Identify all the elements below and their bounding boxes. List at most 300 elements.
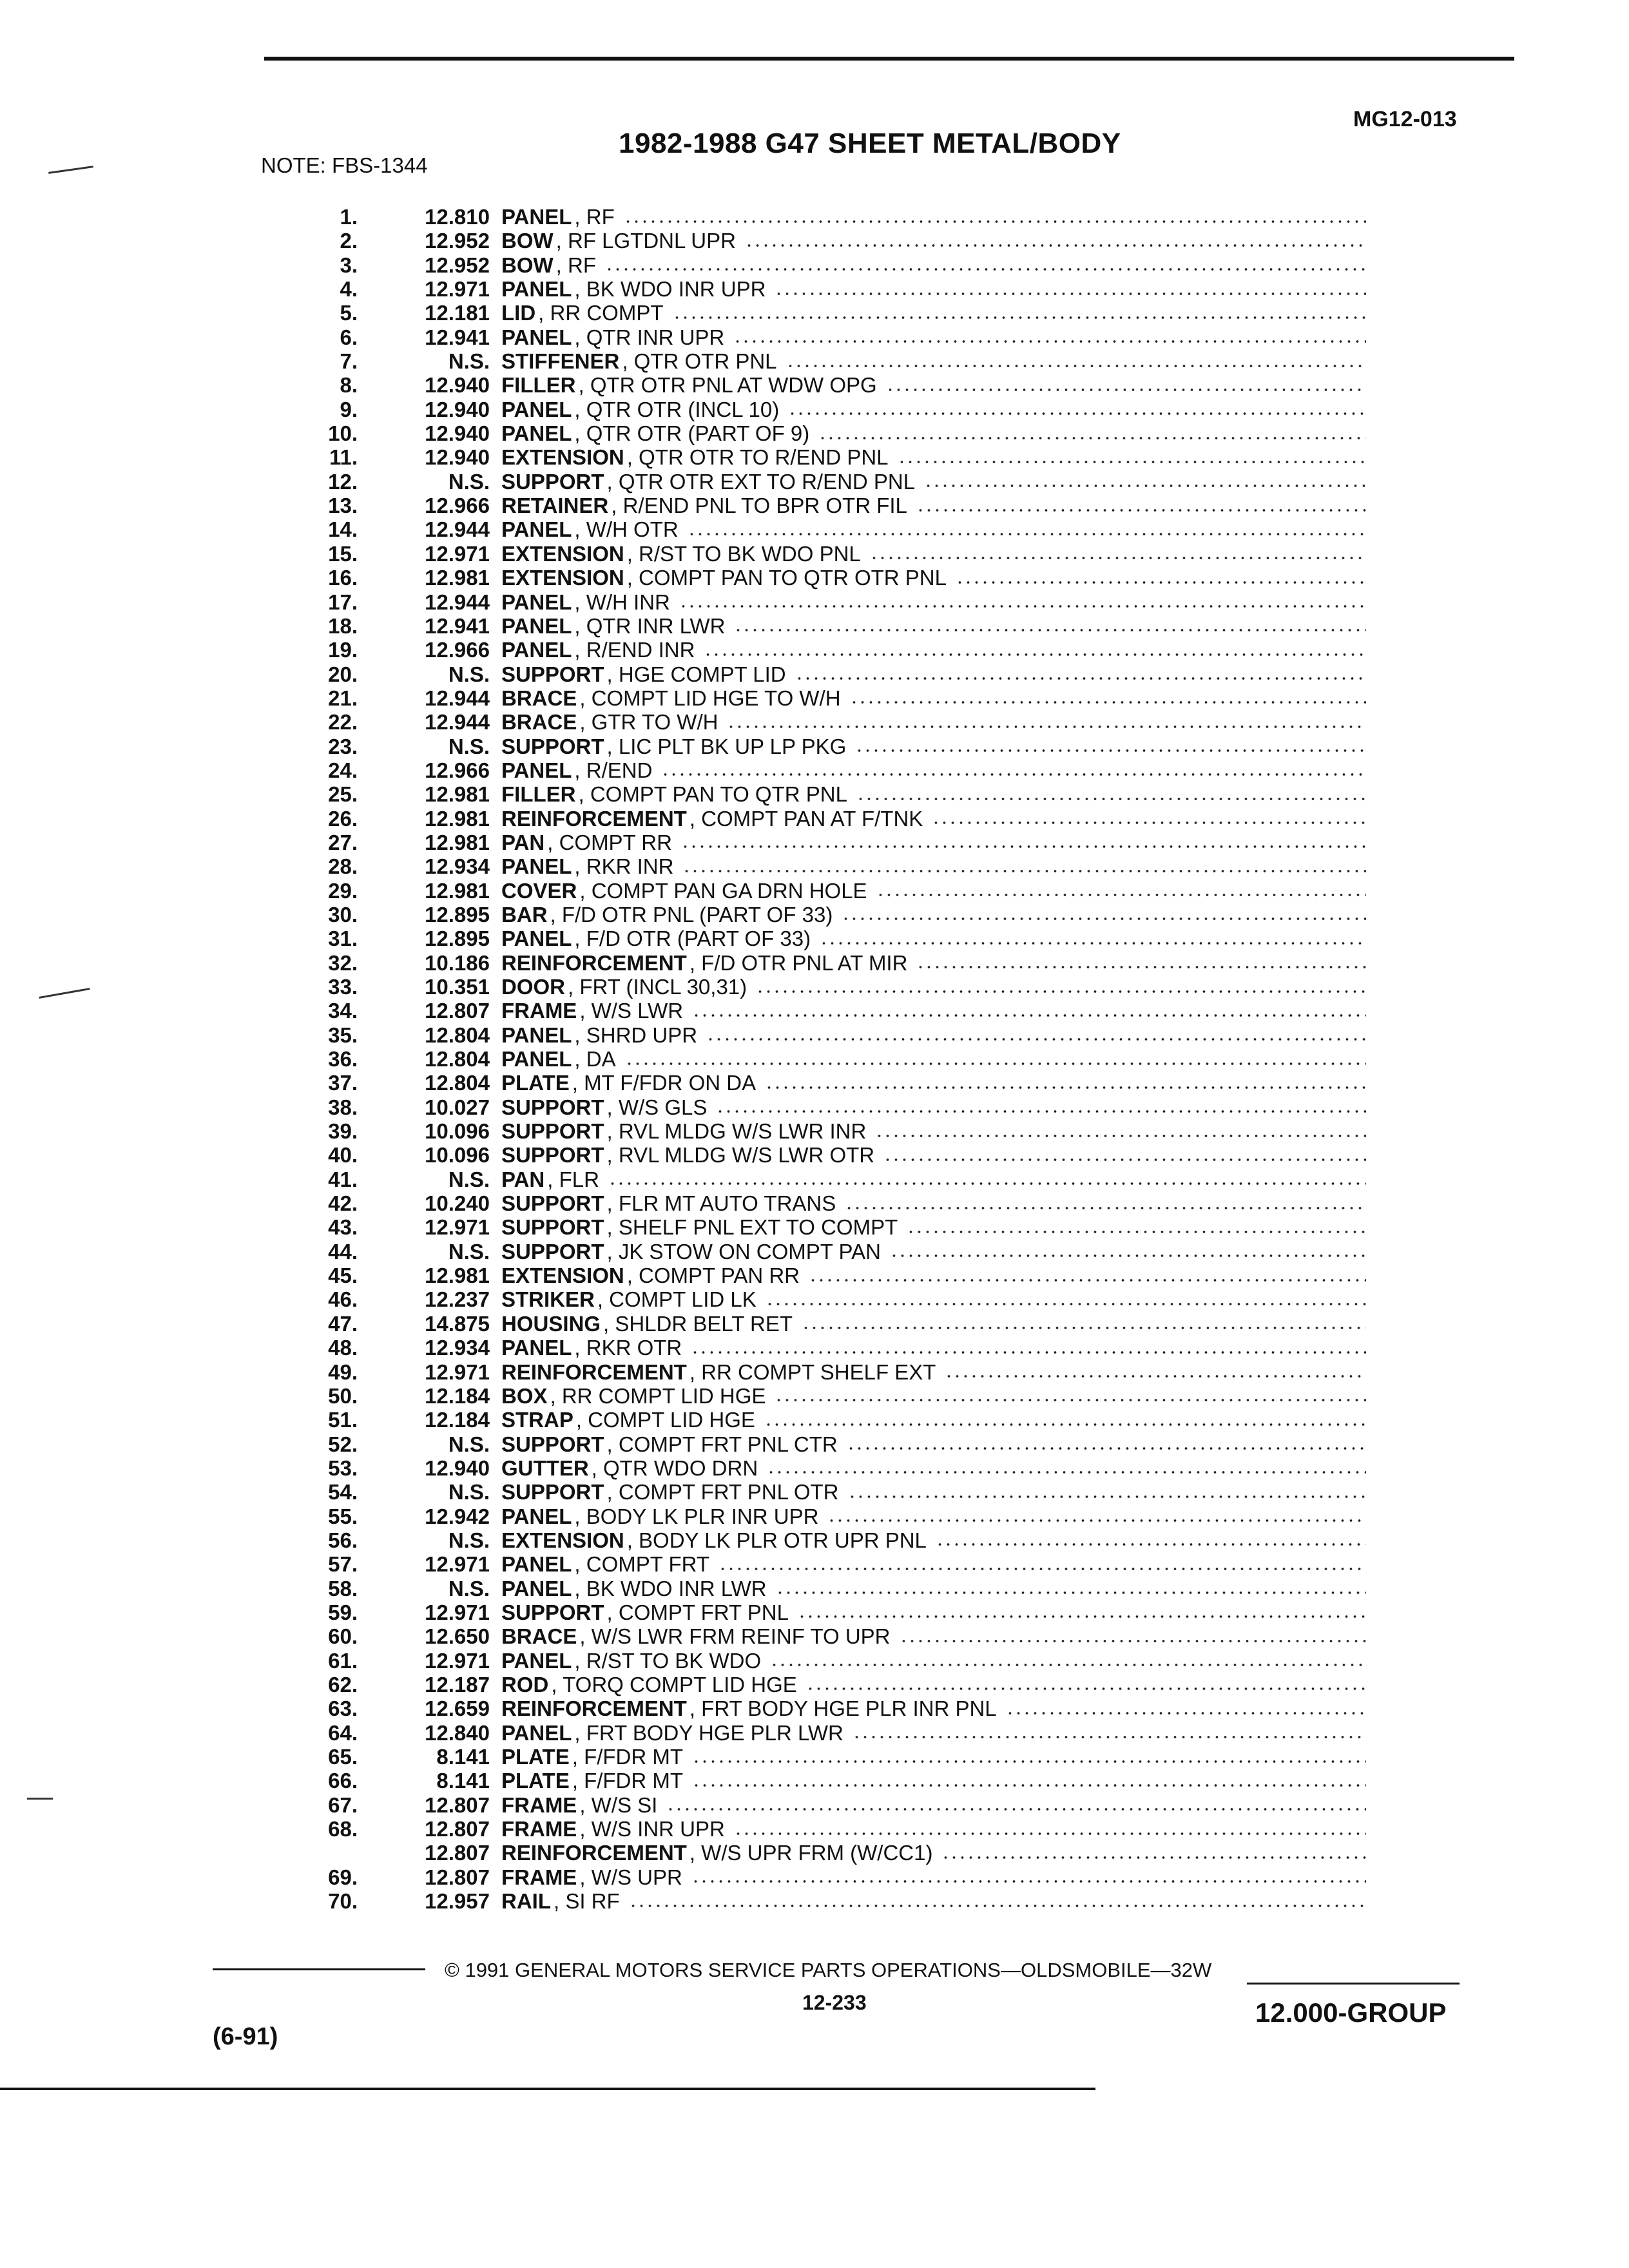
part-name: PLATE: [501, 1769, 570, 1793]
part-detail: , W/S UPR: [579, 1865, 682, 1889]
part-detail: , QTR OTR PNL: [622, 349, 777, 374]
part-description: [501, 1168, 1366, 1191]
part-row: [258, 638, 1366, 662]
part-row: [258, 349, 1366, 373]
dot-leader: [661, 773, 1366, 776]
part-detail: , SI RF: [554, 1889, 620, 1914]
part-detail: , SHRD UPR: [574, 1023, 698, 1047]
part-description: [501, 1240, 1366, 1264]
copyright-text: © 1991 GENERAL MOTORS SERVICE PARTS OPERATIONS—OLDSMOBILE—32W: [445, 1959, 1212, 1981]
part-code: 12.804: [425, 1071, 490, 1095]
part-description: [501, 903, 1366, 927]
dot-leader: [845, 1206, 1366, 1210]
part-name: PANEL: [501, 1576, 572, 1600]
part-name: SUPPORT: [501, 1119, 604, 1144]
part-code: 12.981: [425, 782, 490, 807]
part-detail: , W/H OTR: [574, 517, 679, 542]
part-number: 64.: [328, 1720, 358, 1745]
part-description: [501, 1528, 1366, 1552]
part-code: 12.981: [425, 830, 490, 854]
part-description: [501, 1215, 1366, 1239]
part-number: 65.: [328, 1745, 358, 1769]
part-name: REINFORCEMENT: [501, 1841, 687, 1865]
part-code: 12.237: [425, 1287, 490, 1312]
part-name: PANEL: [501, 613, 572, 638]
part-number: 42.: [328, 1191, 358, 1216]
part-code: 12.971: [425, 1600, 490, 1624]
dot-leader: [692, 1014, 1366, 1017]
part-number: 32.: [328, 950, 358, 975]
part-row: [258, 1071, 1366, 1095]
dot-leader: [900, 1639, 1366, 1643]
part-description: [501, 1384, 1366, 1408]
part-code: 12.966: [425, 638, 490, 662]
part-description: [501, 1649, 1366, 1673]
dot-leader: [734, 1832, 1366, 1836]
part-number: 55.: [328, 1504, 358, 1528]
part-code: 12.184: [425, 1383, 490, 1408]
part-number: 59.: [328, 1600, 358, 1624]
part-number: 7.: [340, 349, 358, 374]
dot-leader: [916, 508, 1366, 512]
part-detail: , GTR TO W/H: [579, 710, 718, 735]
part-name: PANEL: [501, 205, 572, 229]
part-name: PANEL: [501, 277, 572, 302]
part-detail: , RF: [555, 253, 596, 277]
part-description: [501, 710, 1366, 734]
part-number: 15.: [328, 541, 358, 566]
part-description: [501, 951, 1366, 975]
footer-rule-right: [1247, 1983, 1460, 1984]
part-name: SUPPORT: [501, 662, 604, 686]
dot-leader: [924, 484, 1366, 488]
part-row: [258, 1865, 1366, 1889]
part-description: [501, 1191, 1366, 1215]
part-number: 1.: [340, 205, 358, 229]
part-code: 12.181: [425, 301, 490, 325]
dot-leader: [916, 965, 1366, 969]
part-number: 70.: [328, 1889, 358, 1914]
part-detail: , RF: [574, 205, 615, 229]
part-detail: , R/ST TO BK WDO PNL: [626, 541, 861, 566]
part-code: 12.952: [425, 229, 490, 253]
dot-leader: [767, 1470, 1366, 1474]
part-detail: , COMPT PAN AT F/TNK: [689, 806, 923, 831]
part-name: STRIKER: [501, 1287, 595, 1312]
part-name: PAN: [501, 1167, 545, 1191]
part-row: [258, 854, 1366, 878]
part-detail: , COMPT RR: [547, 830, 672, 854]
part-description: [501, 470, 1366, 494]
part-row: [258, 1336, 1366, 1360]
part-description: [501, 758, 1366, 782]
part-number: 54.: [328, 1480, 358, 1504]
part-detail: , BODY LK PLR OTR UPR PNL: [626, 1528, 927, 1552]
part-name: SUPPORT: [501, 1191, 604, 1216]
part-detail: , W/S SI: [579, 1792, 658, 1817]
part-row: [258, 277, 1366, 301]
part-detail: , W/S UPR FRM (W/CC1): [689, 1841, 933, 1865]
dot-leader: [848, 1495, 1366, 1499]
part-detail: , R/END PNL TO BPR OTR FIL: [611, 494, 907, 518]
part-description: [501, 1696, 1366, 1720]
dot-leader: [718, 1567, 1366, 1571]
dot-leader: [629, 1904, 1366, 1908]
part-number: 56.: [328, 1528, 358, 1552]
part-number: 41.: [328, 1167, 358, 1191]
part-code: 12.934: [425, 854, 490, 879]
part-detail: , F/D OTR PNL AT MIR: [689, 950, 908, 975]
part-description: [501, 1745, 1366, 1769]
part-name: PANEL: [501, 1552, 572, 1577]
dot-leader: [806, 1687, 1366, 1691]
part-number: 34.: [328, 999, 358, 1023]
part-row: [258, 686, 1366, 710]
dot-leader: [770, 1663, 1366, 1667]
part-number: 6.: [340, 325, 358, 349]
part-description: [501, 398, 1366, 421]
dot-leader: [786, 364, 1366, 368]
part-detail: , W/S INR UPR: [579, 1817, 725, 1841]
part-number: 8.: [340, 373, 358, 398]
part-detail: , W/S GLS: [606, 1095, 708, 1119]
part-code: 12.807: [425, 1841, 490, 1865]
part-code: 12.941: [425, 325, 490, 349]
part-detail: , FRT (INCL 30,31): [568, 975, 747, 999]
dot-leader: [756, 990, 1366, 994]
part-description: [501, 1095, 1366, 1119]
part-detail: , BK WDO INR LWR: [574, 1576, 767, 1600]
part-code: 12.807: [425, 999, 490, 1023]
part-code: 10.027: [425, 1095, 490, 1119]
part-description: [501, 1408, 1366, 1432]
part-code: 10.096: [425, 1119, 490, 1144]
part-row: [258, 398, 1366, 421]
part-code: 12.940: [425, 1456, 490, 1480]
part-name: SUPPORT: [501, 1600, 604, 1624]
part-name: PANEL: [501, 1047, 572, 1072]
part-row: [258, 1023, 1366, 1047]
part-name: SUPPORT: [501, 1143, 604, 1168]
dot-leader: [682, 869, 1366, 873]
part-description: [501, 1817, 1366, 1841]
part-detail: , RR COMPT SHELF EXT: [689, 1360, 936, 1384]
part-description: [501, 1769, 1366, 1792]
part-number: 17.: [328, 590, 358, 614]
dot-leader: [842, 917, 1366, 921]
part-name: FILLER: [501, 373, 576, 398]
part-row: [258, 1119, 1366, 1143]
part-detail: , QTR OTR EXT TO R/END PNL: [606, 469, 916, 494]
part-number: 39.: [328, 1119, 358, 1144]
part-name: REINFORCEMENT: [501, 1360, 687, 1384]
part-detail: , R/END: [574, 758, 653, 782]
part-description: [501, 1264, 1366, 1287]
part-description: [501, 1119, 1366, 1143]
part-name: EXTENSION: [501, 566, 624, 590]
part-detail: , QTR INR LWR: [574, 613, 726, 638]
part-name: SUPPORT: [501, 1239, 604, 1264]
dot-leader: [853, 1735, 1366, 1739]
part-row: [258, 1889, 1366, 1913]
part-name: PANEL: [501, 590, 572, 614]
note-text: NOTE: FBS-1344: [261, 153, 428, 177]
part-code: 10.240: [425, 1191, 490, 1216]
part-code: 12.966: [425, 494, 490, 518]
part-number: 20.: [328, 662, 358, 686]
part-description: [501, 566, 1366, 590]
part-detail: , RVL MLDG W/S LWR INR: [606, 1119, 867, 1144]
part-code: 12.944: [425, 710, 490, 735]
part-row: [258, 1456, 1366, 1480]
part-detail: , QTR OTR (INCL 10): [574, 397, 780, 421]
part-row: [258, 566, 1366, 590]
part-row: [258, 1624, 1366, 1648]
dot-leader: [608, 1182, 1366, 1186]
part-code: N.S.: [448, 1576, 490, 1600]
part-number: 57.: [328, 1552, 358, 1577]
part-name: REINFORCEMENT: [501, 1696, 687, 1721]
part-name: PANEL: [501, 638, 572, 662]
dot-leader: [764, 1423, 1366, 1427]
dot-leader: [681, 845, 1366, 849]
margin-mark: [39, 988, 90, 999]
part-number: 60.: [328, 1624, 358, 1649]
dot-leader: [673, 316, 1367, 320]
dot-leader: [688, 532, 1366, 536]
part-detail: , TORQ COMPT LID HGE: [551, 1672, 797, 1696]
part-number: 24.: [328, 758, 358, 782]
part-description: [501, 807, 1366, 831]
part-name: REINFORCEMENT: [501, 806, 687, 831]
part-row: [258, 1817, 1366, 1841]
part-number: 51.: [328, 1408, 358, 1432]
page-number: 12-233: [802, 1991, 867, 2014]
footer-rule-left: [213, 1968, 425, 1970]
dot-leader: [856, 797, 1366, 801]
dot-leader: [932, 821, 1366, 825]
part-row: [258, 494, 1366, 517]
part-number: 63.: [328, 1696, 358, 1721]
part-detail: , R/ST TO BK WDO: [574, 1648, 762, 1673]
part-name: PANEL: [501, 927, 572, 951]
dot-leader: [776, 1591, 1366, 1595]
part-name: FRAME: [501, 1865, 577, 1889]
part-description: [501, 1721, 1366, 1745]
part-name: PANEL: [501, 1720, 572, 1745]
part-detail: , COMPT FRT PNL: [606, 1600, 789, 1624]
part-name: STRAP: [501, 1408, 574, 1432]
part-description: [501, 229, 1366, 253]
part-code: 12.971: [425, 1552, 490, 1577]
dot-leader: [706, 1037, 1366, 1041]
part-row: [258, 1696, 1366, 1720]
part-description: [501, 253, 1366, 277]
part-row: [258, 1793, 1366, 1817]
part-code: 12.807: [425, 1817, 490, 1841]
part-code: 12.187: [425, 1672, 490, 1696]
part-code: 12.807: [425, 1865, 490, 1889]
part-row: [258, 1600, 1366, 1624]
part-description: [501, 735, 1366, 758]
part-code: N.S.: [448, 1528, 490, 1552]
part-row: [258, 1673, 1366, 1696]
part-number: 13.: [328, 494, 358, 518]
part-name: PANEL: [501, 421, 572, 446]
dot-leader: [870, 556, 1366, 560]
part-code: N.S.: [448, 1480, 490, 1504]
part-description: [501, 1577, 1366, 1600]
part-name: REINFORCEMENT: [501, 950, 687, 975]
dot-leader: [875, 1134, 1366, 1138]
part-number: 43.: [328, 1215, 358, 1240]
dot-leader: [691, 1350, 1366, 1354]
part-number: 19.: [328, 638, 358, 662]
document-id: MG12-013: [1353, 107, 1457, 131]
dot-leader: [809, 1278, 1366, 1282]
part-detail: , COMPT FRT: [574, 1552, 710, 1577]
part-row: [258, 1577, 1366, 1600]
part-row: [258, 1240, 1366, 1264]
part-detail: , R/END INR: [574, 638, 695, 662]
part-detail: , F/FDR MT: [572, 1745, 684, 1769]
part-detail: , BK WDO INR UPR: [574, 277, 766, 302]
part-code: 12.971: [425, 1215, 490, 1240]
part-row: [258, 1432, 1366, 1456]
part-description: [501, 1841, 1366, 1865]
part-detail: , DA: [574, 1047, 616, 1072]
part-row: [258, 301, 1366, 325]
part-detail: , HGE COMPT LID: [606, 662, 786, 686]
part-name: FRAME: [501, 999, 577, 1023]
part-description: [501, 638, 1366, 662]
dot-leader: [850, 700, 1366, 704]
part-detail: , RKR OTR: [574, 1336, 682, 1360]
part-detail: , COMPT PAN RR: [626, 1264, 800, 1288]
dot-leader: [625, 1062, 1366, 1066]
part-detail: , COMPT LID HGE: [575, 1408, 755, 1432]
part-detail: , QTR OTR (PART OF 9): [574, 421, 810, 446]
part-number: 9.: [340, 397, 358, 421]
part-code: 12.944: [425, 686, 490, 710]
part-code: 10.186: [425, 950, 490, 975]
part-row: [258, 1264, 1366, 1287]
dot-leader: [692, 1783, 1366, 1787]
dot-leader: [818, 436, 1366, 440]
part-code: 12.895: [425, 902, 490, 927]
part-row: [258, 1528, 1366, 1552]
dot-leader: [704, 653, 1366, 657]
dot-leader: [716, 1110, 1366, 1113]
revision-date: (6-91): [213, 2023, 278, 2050]
part-code: 12.952: [425, 253, 490, 277]
part-description: [501, 1047, 1366, 1071]
part-description: [501, 1793, 1366, 1817]
part-description: [501, 854, 1366, 878]
part-row: [258, 1769, 1366, 1792]
part-description: [501, 517, 1366, 541]
dot-leader: [692, 1760, 1366, 1763]
part-number: 33.: [328, 975, 358, 999]
part-name: PANEL: [501, 1336, 572, 1360]
part-row: [258, 229, 1366, 253]
part-name: SUPPORT: [501, 1432, 604, 1456]
part-description: [501, 494, 1366, 517]
part-number: 5.: [340, 301, 358, 325]
part-name: BOX: [501, 1383, 548, 1408]
part-description: [501, 301, 1366, 325]
part-code: 12.650: [425, 1624, 490, 1649]
part-name: SUPPORT: [501, 1095, 604, 1119]
part-detail: , QTR WDO DRN: [591, 1456, 758, 1480]
part-code: 12.184: [425, 1408, 490, 1432]
parts-list: [258, 205, 1366, 1913]
part-name: BOW: [501, 253, 554, 277]
part-code: 12.944: [425, 590, 490, 614]
part-detail: , COMPT FRT PNL OTR: [606, 1480, 839, 1504]
part-number: 47.: [328, 1311, 358, 1336]
part-detail: , COMPT PAN TO QTR OTR PNL: [626, 566, 947, 590]
part-code: N.S.: [448, 469, 490, 494]
part-name: EXTENSION: [501, 1264, 624, 1288]
part-description: [501, 1889, 1366, 1913]
part-name: DOOR: [501, 975, 565, 999]
part-code: 10.096: [425, 1143, 490, 1168]
dot-leader: [802, 1326, 1366, 1330]
part-code: 12.804: [425, 1047, 490, 1072]
page-title: 1982-1988 G47 SHEET METAL/BODY: [619, 128, 1121, 159]
part-row: [258, 807, 1366, 831]
dot-leader: [847, 1446, 1366, 1450]
part-row: [258, 975, 1366, 999]
dot-leader: [727, 725, 1366, 729]
part-code: 12.966: [425, 758, 490, 782]
part-name: SUPPORT: [501, 1215, 604, 1240]
part-row: [258, 1384, 1366, 1408]
part-code: N.S.: [448, 1167, 490, 1191]
part-code: 12.941: [425, 613, 490, 638]
part-code: N.S.: [448, 662, 490, 686]
part-row: [258, 1745, 1366, 1769]
part-code: 12.807: [425, 1792, 490, 1817]
part-name: PANEL: [501, 325, 572, 349]
part-row: [258, 1841, 1366, 1865]
part-row: [258, 1649, 1366, 1673]
part-name: BRACE: [501, 1624, 577, 1649]
part-code: 12.981: [425, 878, 490, 903]
part-description: [501, 1432, 1366, 1456]
part-name: GUTTER: [501, 1456, 589, 1480]
dot-leader: [691, 1879, 1366, 1883]
part-code: N.S.: [448, 1239, 490, 1264]
part-number: 69.: [328, 1865, 358, 1889]
part-description: [501, 1552, 1366, 1576]
dot-leader: [666, 1807, 1366, 1811]
part-detail: , QTR OTR PNL AT WDW OPG: [578, 373, 877, 398]
part-code: 8.141: [436, 1745, 490, 1769]
part-name: EXTENSION: [501, 1528, 624, 1552]
part-number: 3.: [340, 253, 358, 277]
part-code: 12.981: [425, 806, 490, 831]
part-name: PANEL: [501, 1504, 572, 1528]
part-detail: , SHELF PNL EXT TO COMPT: [606, 1215, 898, 1240]
part-row: [258, 662, 1366, 686]
part-detail: , COMPT PAN GA DRN HOLE: [579, 878, 867, 903]
part-row: [258, 1552, 1366, 1576]
part-row: [258, 782, 1366, 806]
part-number: 29.: [328, 878, 358, 903]
part-row: [258, 325, 1366, 349]
